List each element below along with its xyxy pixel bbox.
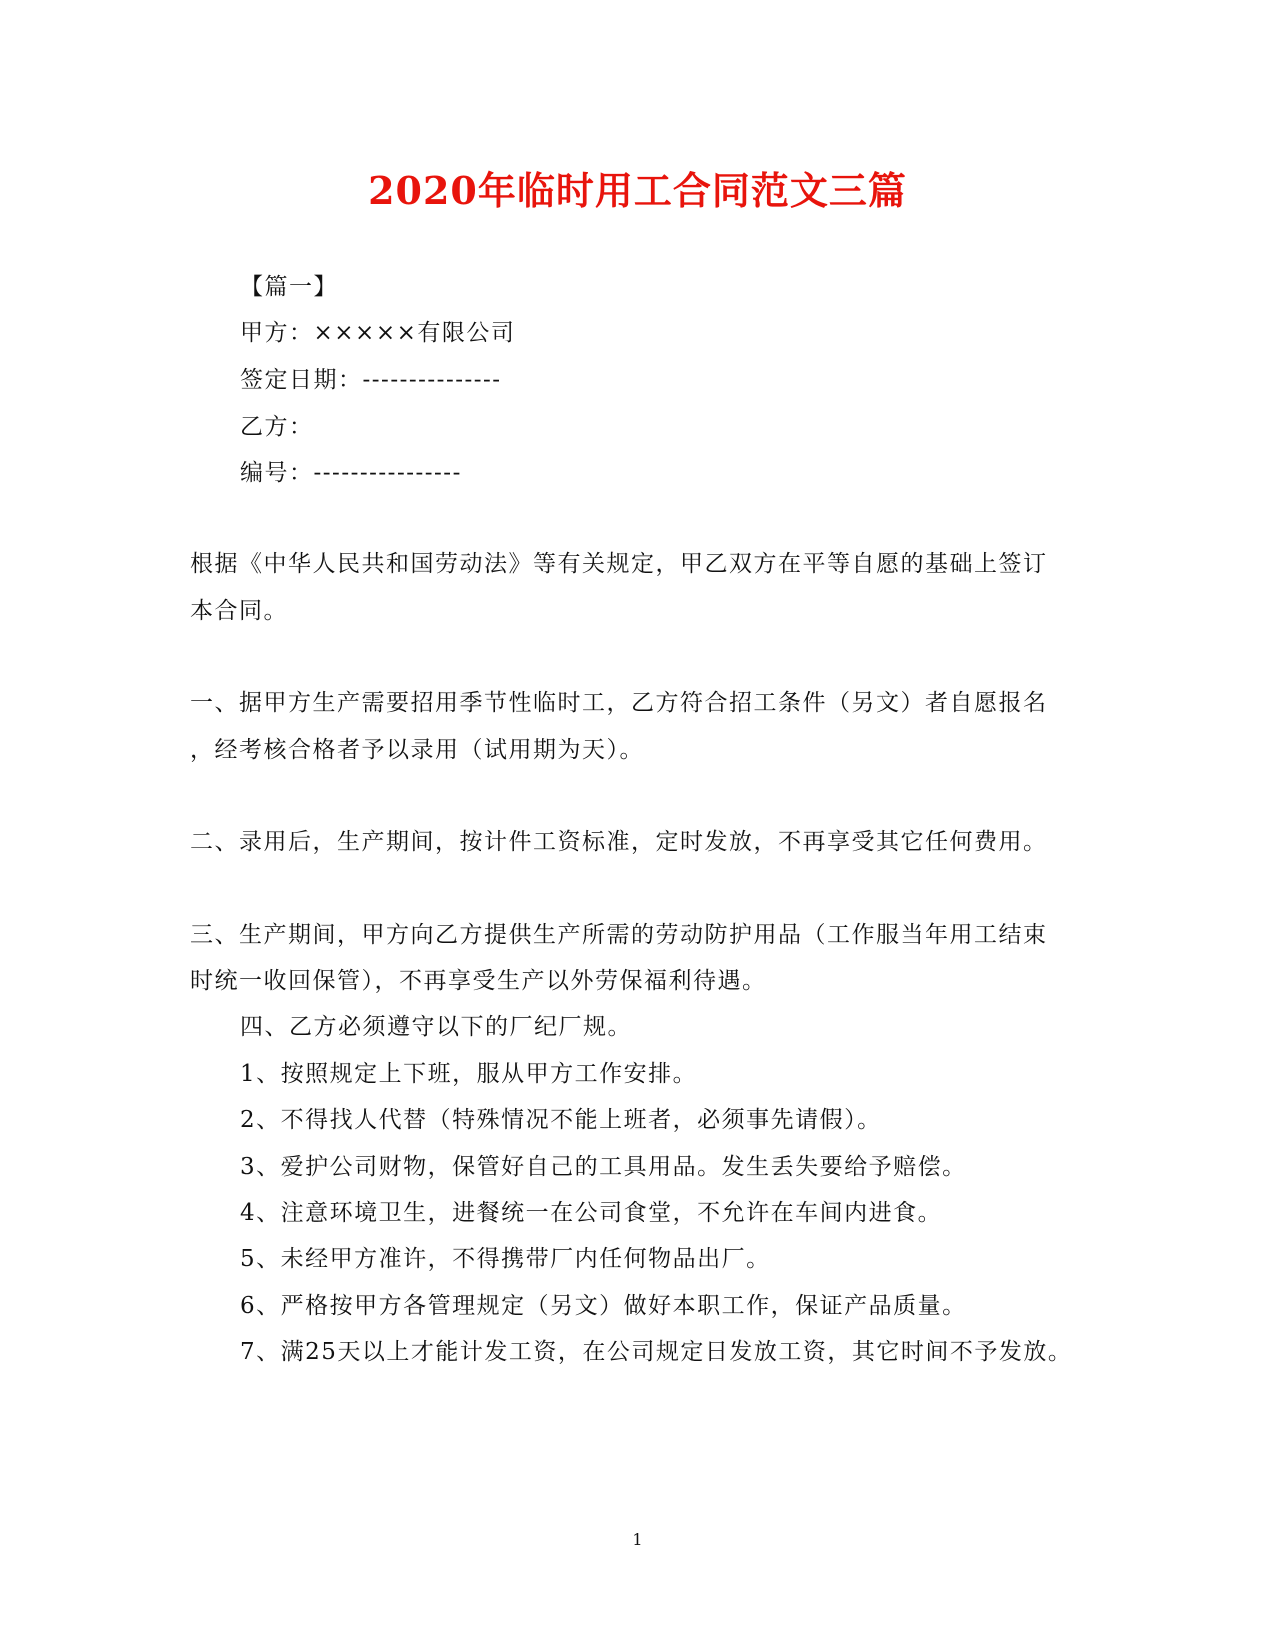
clause-1-line-2: ，经考核合格者予以录用（试用期为天）。 [190,737,644,763]
clause-2-line-1: 二、录用后，生产期间，按计件工资标准，定时发放，不再享受其它任何费用。 [190,829,1048,855]
document-title: 2020年临时用工合同范文三篇 [368,168,907,213]
intro-paragraph-line-2: 本合同。 [190,598,288,624]
rule-item: 2、不得找人代替（特殊情况不能上班者，必须事先请假）。 [240,1107,882,1133]
rule-item: 4、注意环境卫生，进餐统一在公司食堂，不允许在车间内进食。 [240,1200,943,1226]
party-a-line: 甲方：×××××有限公司 [240,320,516,346]
rule-item: 5、未经甲方准许，不得携带厂内任何物品出厂。 [240,1246,771,1272]
contract-number-line: 编号：---------------- [240,460,462,486]
section-label: 【篇一】 [240,274,338,300]
rule-item: 7、满25天以上才能计发工资，在公司规定日发放工资，其它时间不予发放。 [240,1339,1073,1365]
page-number: 1 [632,1530,643,1549]
clause-4-heading: 四、乙方必须遵守以下的厂纪厂规。 [240,1014,632,1040]
clause-3-line-1: 三、生产期间，甲方向乙方提供生产所需的劳动防护用品（工作服当年用工结束 [190,922,1048,948]
clause-3-line-2: 时统一收回保管），不再享受生产以外劳保福利待遇。 [190,968,767,994]
clause-1-line-1: 一、据甲方生产需要招用季节性临时工，乙方符合招工条件（另文）者自愿报名 [190,690,1048,716]
sign-date-line: 签定日期：--------------- [240,367,502,393]
rule-item: 1、按照规定上下班，服从甲方工作安排。 [240,1061,698,1087]
rule-item: 6、严格按甲方各管理规定（另文）做好本职工作，保证产品质量。 [240,1293,967,1319]
rule-item: 3、爱护公司财物，保管好自己的工具用品。发生丢失要给予赔偿。 [240,1154,967,1180]
party-b-line: 乙方： [240,414,314,440]
intro-paragraph-line-1: 根据《中华人民共和国劳动法》等有关规定，甲乙双方在平等自愿的基础上签订 [190,551,1048,577]
